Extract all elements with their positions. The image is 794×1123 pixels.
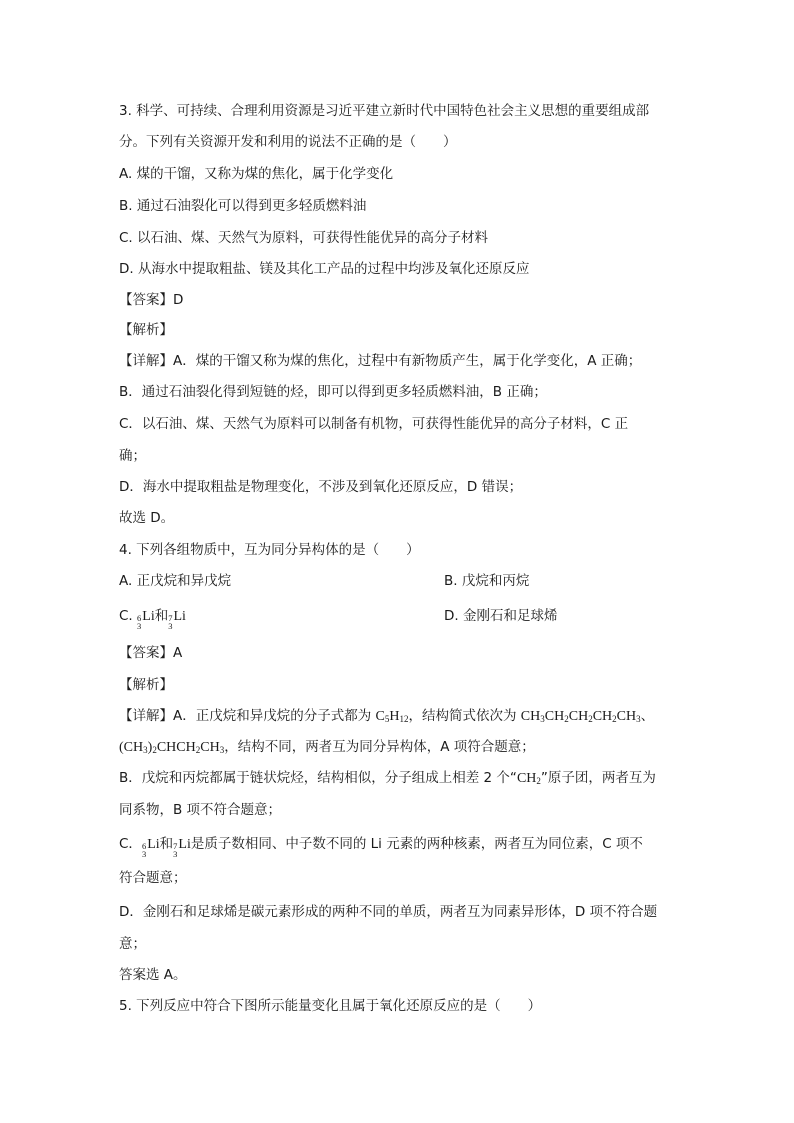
q4-option-c-prefix: C. <box>119 608 138 624</box>
detail-isotope-li7 <box>173 834 191 858</box>
q3-detail-d: D．海水中提取粗盐是物理变化，不涉及到氧化还原反应，D 错误； <box>119 479 523 495</box>
q4-detail-a-mid: ，结构简式依次为 <box>408 708 521 724</box>
isotope-li7 <box>168 606 186 630</box>
formula-c5h12: $C_5H_{12}$ <box>375 709 409 724</box>
q3-option-c: C. 以石油、煤、天然气为原料，可获得性能优异的高分子材料 <box>119 230 489 246</box>
q4-option-a: A. 正戊烷和异戊烷 <box>119 573 232 589</box>
isotope-li7-atomic: 3 <box>168 621 173 631</box>
isotope-li6 <box>137 606 155 630</box>
q3-analysis-label: 【解析】 <box>119 322 173 338</box>
q4-detail-c-line1 <box>119 834 643 858</box>
q3-stem-line1: 3. 科学、可持续、合理利用资源是习近平建立新时代中国特色社会主义思想的重要组成部 <box>119 103 650 119</box>
q4-answer: 【答案】A <box>119 645 183 661</box>
isotope-li6-mass: 6 <box>137 613 142 623</box>
q3-detail-a: 【详解】A．煤的干馏又称为煤的焦化，过程中有新物质产生，属于化学变化，A 正确； <box>119 353 642 369</box>
q4-detail-a-line2-text: ，结构不同，两者互为同分异构体，A 项符合题意； <box>224 739 535 755</box>
q4-option-b: B. 戊烷和丙烷 <box>444 573 530 589</box>
isotope-li7-mass: 7 <box>168 613 173 623</box>
q3-stem-line2: 分。下列有关资源开发和利用的说法不正确的是（ ） <box>119 134 457 150</box>
q5-stem: 5. 下列反应中符合下图所示能量变化且属于氧化还原反应的是（ ） <box>119 998 542 1014</box>
q4-stem: 4. 下列各组物质中，互为同分异构体的是（ ） <box>119 542 420 558</box>
q3-detail-b: B．通过石油裂化得到短链的烃，即可以得到更多轻质燃料油，B 正确； <box>119 384 547 400</box>
q3-detail-c-line2: 确； <box>119 448 146 464</box>
isotope-li6-atomic: 3 <box>137 621 142 631</box>
formula-isopentane: $(CH_3)_2CHCH_2CH_3$ <box>119 740 225 755</box>
q3-option-d: D. 从海水中提取粗盐、镁及其化工产品的过程中均涉及氧化还原反应 <box>119 261 530 277</box>
q4-detail-c-end: 是质子数相同、中子数不同的 Li 元素的两种核素，两者互为同位素，C 项不 <box>190 836 643 852</box>
detail-isotope-li7-mass: 7 <box>173 841 178 851</box>
detail-isotope-li7-symbol: Li <box>178 837 191 852</box>
q4-detail-b-line1 <box>119 768 656 789</box>
q3-detail-c-line1: C．以石油、煤、天然气为原料可以制备有机物，可获得性能优异的高分子材料，C 正 <box>119 416 629 432</box>
q4-detail-a-line2 <box>119 737 535 758</box>
detail-isotope-li7-atomic: 3 <box>173 849 178 859</box>
q4-analysis-label: 【解析】 <box>119 677 173 693</box>
q4-detail-c-line2: 符合题意； <box>119 870 187 886</box>
q4-option-c-joiner: 和 <box>154 608 169 624</box>
q4-detail-a-end: 、 <box>640 708 655 724</box>
isotope-li6-symbol: Li <box>142 609 155 624</box>
q4-detail-d-line1: D．金刚石和足球烯是碳元素形成的两种不同的单质，两者互为同素异形体，D 项不符合题 <box>119 904 658 920</box>
detail-isotope-li6 <box>142 834 160 858</box>
detail-isotope-li6-atomic: 3 <box>141 849 147 859</box>
detail-isotope-li6-symbol: Li <box>147 837 160 852</box>
q4-detail-b-pre: B．戊烷和丙烷都属于链状烷烃，结构相似，分子组成上相差 2 个“ <box>119 770 517 786</box>
q4-detail-c-pre: C． <box>119 836 142 852</box>
q4-detail-b-end: ”原子团，两者互为 <box>540 770 656 786</box>
q4-detail-c-mid: 和 <box>159 836 174 852</box>
q3-answer: 【答案】D <box>119 292 184 308</box>
q4-option-c <box>119 606 186 630</box>
formula-ch2: $CH_2$ <box>516 771 541 786</box>
q4-detail-b-line2: 同系物，B 项不符合题意； <box>119 802 282 818</box>
isotope-li7-symbol: Li <box>173 609 186 624</box>
q4-detail-d-line2: 意； <box>119 936 146 952</box>
formula-n-pentane: $CH_3CH_2CH_2CH_2CH_3$ <box>520 709 641 724</box>
detail-isotope-li6-mass: 6 <box>141 841 147 851</box>
q3-conclusion: 故选 D。 <box>119 510 175 526</box>
q4-conclusion: 答案选 A。 <box>119 967 187 983</box>
q4-option-d: D. 金刚石和足球烯 <box>444 608 558 624</box>
q4-detail-a-pre: 【详解】A．正戊烷和异戊烷的分子式都为 <box>119 708 376 724</box>
q4-detail-a-line1 <box>119 706 654 727</box>
q3-option-a: A. 煤的干馏，又称为煤的焦化，属于化学变化 <box>119 166 394 182</box>
q3-option-b: B. 通过石油裂化可以得到更多轻质燃料油 <box>119 198 367 214</box>
